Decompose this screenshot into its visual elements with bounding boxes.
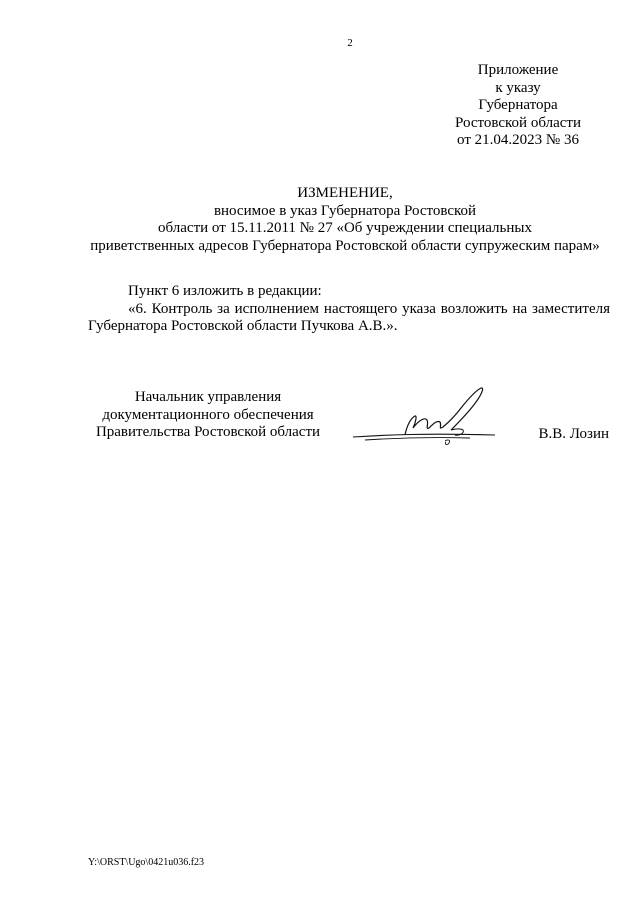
signer-title bbox=[88, 389, 328, 442]
body-paragraph: «6. Контроль за исполнением настоящего указа возложить на заместителя Губернатора Ростовской области Пучкова А.В.». bbox=[88, 300, 610, 334]
appendix-line: от 21.04.2023 № 36 bbox=[457, 132, 579, 148]
signer-name: В.В. Лозин bbox=[538, 426, 609, 442]
heading-title: ИЗМЕНЕНИЕ, bbox=[297, 185, 393, 201]
heading-line: области от 15.11.2011 № 27 «Об учреждении специальных bbox=[158, 220, 532, 236]
footer-file-path: Y:\ORST\Ugo\0421u036.f23 bbox=[88, 857, 205, 868]
appendix-block bbox=[418, 62, 618, 150]
heading-line: вносимое в указ Губернатора Ростовской bbox=[213, 202, 477, 219]
appendix-line: Ростовской области bbox=[455, 114, 581, 131]
document-body bbox=[88, 283, 610, 336]
signer-title-line: Правительства Ростовской области bbox=[95, 424, 321, 440]
document-heading bbox=[80, 185, 610, 255]
handwritten-signature bbox=[345, 380, 505, 450]
appendix-line: к указу bbox=[495, 79, 541, 96]
body-paragraph: Пункт 6 изложить в редакции: bbox=[128, 283, 322, 299]
appendix-line: Губернатора bbox=[478, 97, 558, 113]
page-number: 2 bbox=[347, 37, 353, 49]
appendix-line: Приложение bbox=[477, 62, 559, 78]
heading-line: приветственных адресов Губернатора Ростовской области супружеским парам» bbox=[90, 237, 600, 254]
signer-title-line: Начальник управления bbox=[134, 389, 282, 405]
signer-title-line: документационного обеспечения bbox=[102, 406, 314, 423]
